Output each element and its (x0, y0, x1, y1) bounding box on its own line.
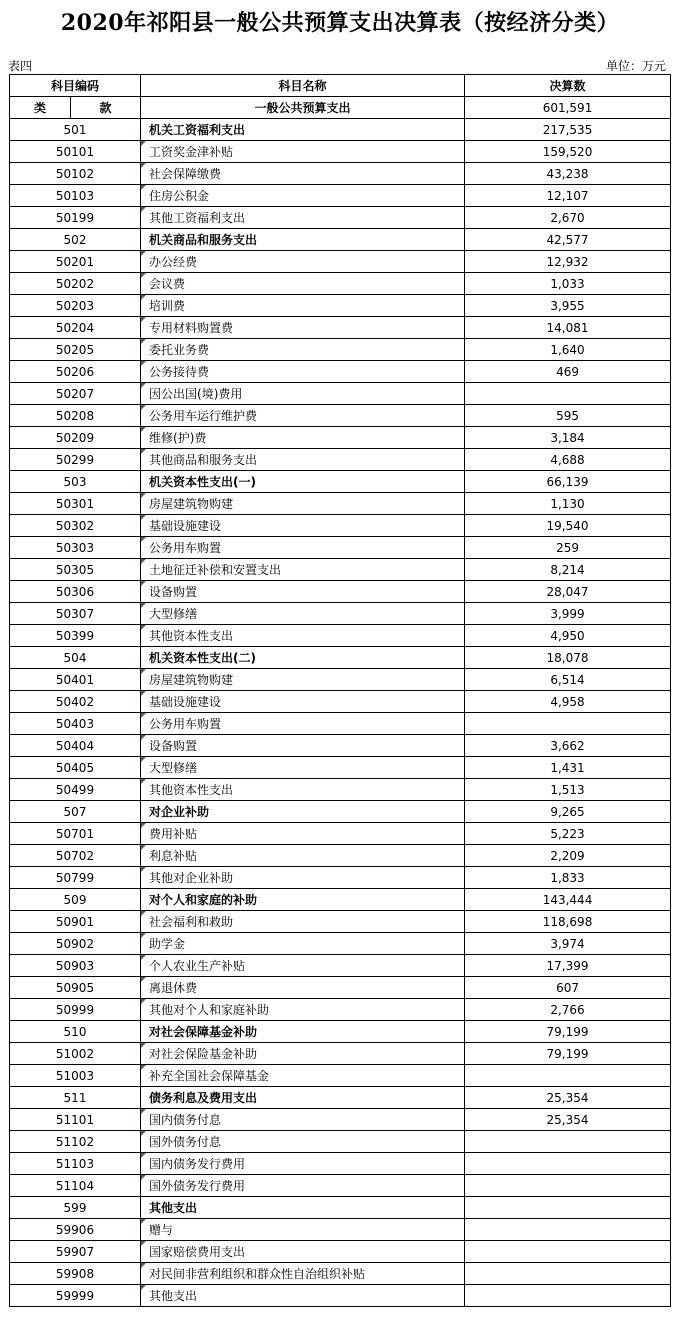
item-row (10, 163, 671, 185)
final-amount: 1,513 (465, 779, 671, 801)
subject-name: 对社会保障基金补助 (141, 1021, 465, 1043)
item-row (10, 977, 671, 999)
subject-name: 公务接待费 (141, 361, 465, 383)
item-row (10, 559, 671, 581)
subject-code: 599 (10, 1197, 141, 1219)
item-row (10, 1175, 671, 1197)
final-amount (465, 1219, 671, 1241)
item-row (10, 207, 671, 229)
subject-name: 因公出国(境)费用 (141, 383, 465, 405)
final-amount: 607 (465, 977, 671, 999)
total-name: 一般公共预算支出 (141, 97, 465, 119)
subject-code: 50205 (10, 339, 141, 361)
header-kuan: 款 (71, 97, 141, 119)
subject-code: 51002 (10, 1043, 141, 1065)
subject-code: 50901 (10, 911, 141, 933)
subject-code: 509 (10, 889, 141, 911)
subject-code: 50201 (10, 251, 141, 273)
item-row (10, 251, 671, 273)
item-row (10, 1153, 671, 1175)
item-row (10, 141, 671, 163)
subject-name: 对企业补助 (141, 801, 465, 823)
final-amount (465, 713, 671, 735)
item-row (10, 933, 671, 955)
item-row (10, 713, 671, 735)
final-amount: 3,662 (465, 735, 671, 757)
subject-code: 50799 (10, 867, 141, 889)
subject-code: 50204 (10, 317, 141, 339)
final-amount (465, 383, 671, 405)
subject-name: 其他对个人和家庭补助 (141, 999, 465, 1021)
subject-name: 国内债务付息 (141, 1109, 465, 1131)
subject-code: 502 (10, 229, 141, 251)
subject-code: 50401 (10, 669, 141, 691)
subject-code: 51103 (10, 1153, 141, 1175)
subject-code: 59999 (10, 1285, 141, 1307)
final-amount: 42,577 (465, 229, 671, 251)
subject-code: 51104 (10, 1175, 141, 1197)
subject-code: 50302 (10, 515, 141, 537)
subject-name: 国内债务发行费用 (141, 1153, 465, 1175)
item-row (10, 1241, 671, 1263)
final-amount (465, 1065, 671, 1087)
final-amount (465, 1131, 671, 1153)
final-amount: 12,932 (465, 251, 671, 273)
item-row (10, 515, 671, 537)
subject-name: 对社会保险基金补助 (141, 1043, 465, 1065)
item-row (10, 735, 671, 757)
subject-name: 其他对企业补助 (141, 867, 465, 889)
item-row (10, 757, 671, 779)
category-row (10, 801, 671, 823)
item-row (10, 1131, 671, 1153)
subject-name: 机关资本性支出(一) (141, 471, 465, 493)
header-code-group: 科目编码 (10, 75, 141, 97)
final-amount (465, 1153, 671, 1175)
subject-name: 机关工资福利支出 (141, 119, 465, 141)
subject-code: 501 (10, 119, 141, 141)
subject-code: 50405 (10, 757, 141, 779)
category-row (10, 1021, 671, 1043)
subject-name: 赠与 (141, 1219, 465, 1241)
subject-code: 50202 (10, 273, 141, 295)
item-row (10, 691, 671, 713)
subject-code: 50199 (10, 207, 141, 229)
item-row (10, 383, 671, 405)
subject-name: 其他支出 (141, 1197, 465, 1219)
subject-code: 50499 (10, 779, 141, 801)
final-amount: 12,107 (465, 185, 671, 207)
final-amount (465, 1197, 671, 1219)
item-row (10, 427, 671, 449)
subject-name: 债务利息及费用支出 (141, 1087, 465, 1109)
subject-code: 503 (10, 471, 141, 493)
final-amount: 143,444 (465, 889, 671, 911)
page-title: 2020年祁阳县一般公共预算支出决算表（按经济分类） (60, 10, 620, 36)
final-amount: 469 (465, 361, 671, 383)
item-row (10, 339, 671, 361)
subject-name: 基础设施建设 (141, 515, 465, 537)
subject-name: 维修(护)费 (141, 427, 465, 449)
subject-code: 51102 (10, 1131, 141, 1153)
category-row (10, 229, 671, 251)
final-amount: 66,139 (465, 471, 671, 493)
category-row (10, 889, 671, 911)
subject-name: 其他资本性支出 (141, 625, 465, 647)
category-row (10, 1197, 671, 1219)
subject-code: 504 (10, 647, 141, 669)
item-row (10, 295, 671, 317)
subject-name: 机关商品和服务支出 (141, 229, 465, 251)
subject-name: 土地征迁补偿和安置支出 (141, 559, 465, 581)
subject-code: 50207 (10, 383, 141, 405)
item-row (10, 581, 671, 603)
category-row (10, 119, 671, 141)
final-amount: 1,833 (465, 867, 671, 889)
subject-code: 51003 (10, 1065, 141, 1087)
item-row (10, 1065, 671, 1087)
final-amount: 3,955 (465, 295, 671, 317)
subject-code: 50206 (10, 361, 141, 383)
final-amount: 8,214 (465, 559, 671, 581)
subject-code: 50103 (10, 185, 141, 207)
item-row (10, 823, 671, 845)
item-row (10, 867, 671, 889)
item-row (10, 361, 671, 383)
subject-code: 50306 (10, 581, 141, 603)
subject-name: 培训费 (141, 295, 465, 317)
item-row (10, 955, 671, 977)
final-amount: 6,514 (465, 669, 671, 691)
final-amount: 118,698 (465, 911, 671, 933)
subject-code: 50701 (10, 823, 141, 845)
final-amount: 3,999 (465, 603, 671, 625)
subject-code: 50903 (10, 955, 141, 977)
final-amount: 1,431 (465, 757, 671, 779)
subject-name: 大型修缮 (141, 603, 465, 625)
final-amount (465, 1285, 671, 1307)
item-row (10, 273, 671, 295)
subject-name: 补充全国社会保障基金 (141, 1065, 465, 1087)
final-amount: 43,238 (465, 163, 671, 185)
subject-name: 社会保障缴费 (141, 163, 465, 185)
header-row-1 (10, 75, 671, 97)
final-amount (465, 1241, 671, 1263)
subject-name: 对个人和家庭的补助 (141, 889, 465, 911)
subject-code: 50203 (10, 295, 141, 317)
subject-code: 59907 (10, 1241, 141, 1263)
subject-code: 50299 (10, 449, 141, 471)
subject-name: 其他商品和服务支出 (141, 449, 465, 471)
subject-name: 国外债务发行费用 (141, 1175, 465, 1197)
subject-name: 会议费 (141, 273, 465, 295)
final-amount (465, 1263, 671, 1285)
subject-name: 对民间非营利组织和群众性自治组织补贴 (141, 1263, 465, 1285)
subject-code: 50999 (10, 999, 141, 1021)
subject-name: 工资奖金津补贴 (141, 141, 465, 163)
item-row (10, 911, 671, 933)
budget-table-body (10, 75, 671, 1307)
final-amount: 5,223 (465, 823, 671, 845)
subject-name: 机关资本性支出(二) (141, 647, 465, 669)
final-amount: 4,958 (465, 691, 671, 713)
subject-name: 社会福利和救助 (141, 911, 465, 933)
subject-name: 国家赔偿费用支出 (141, 1241, 465, 1263)
subject-name: 设备购置 (141, 735, 465, 757)
final-amount: 159,520 (465, 141, 671, 163)
category-row (10, 471, 671, 493)
subject-code: 50403 (10, 713, 141, 735)
subject-code: 50209 (10, 427, 141, 449)
subject-code: 507 (10, 801, 141, 823)
final-amount: 2,670 (465, 207, 671, 229)
subject-code: 59908 (10, 1263, 141, 1285)
subject-code: 50301 (10, 493, 141, 515)
subject-name: 专用材料购置费 (141, 317, 465, 339)
item-row (10, 603, 671, 625)
subject-name: 离退休费 (141, 977, 465, 999)
final-amount: 19,540 (465, 515, 671, 537)
header-row-2 (10, 97, 671, 119)
subject-code: 50902 (10, 933, 141, 955)
subject-code: 50102 (10, 163, 141, 185)
item-row (10, 1043, 671, 1065)
final-amount: 1,130 (465, 493, 671, 515)
final-amount: 1,640 (465, 339, 671, 361)
final-amount: 3,184 (465, 427, 671, 449)
item-row (10, 493, 671, 515)
subject-code: 50307 (10, 603, 141, 625)
item-row (10, 405, 671, 427)
item-row (10, 1285, 671, 1307)
unit-label: 单位：万元 (605, 59, 666, 73)
header-name: 科目名称 (141, 75, 465, 97)
subject-name: 委托业务费 (141, 339, 465, 361)
final-amount: 25,354 (465, 1087, 671, 1109)
item-row (10, 779, 671, 801)
item-row (10, 845, 671, 867)
header-amount: 决算数 (465, 75, 671, 97)
subject-name: 公务用车运行维护费 (141, 405, 465, 427)
item-row (10, 1109, 671, 1131)
subject-code: 50303 (10, 537, 141, 559)
category-row (10, 1087, 671, 1109)
final-amount: 17,399 (465, 955, 671, 977)
final-amount: 28,047 (465, 581, 671, 603)
final-amount: 1,033 (465, 273, 671, 295)
item-row (10, 449, 671, 471)
subject-code: 59906 (10, 1219, 141, 1241)
subject-code: 50702 (10, 845, 141, 867)
item-row (10, 1263, 671, 1285)
final-amount: 259 (465, 537, 671, 559)
header-lei: 类 (10, 97, 71, 119)
subject-name: 基础设施建设 (141, 691, 465, 713)
subject-name: 个人农业生产补贴 (141, 955, 465, 977)
subject-code: 50402 (10, 691, 141, 713)
final-amount: 217,535 (465, 119, 671, 141)
subject-code: 50905 (10, 977, 141, 999)
item-row (10, 317, 671, 339)
subject-name: 助学金 (141, 933, 465, 955)
subject-name: 利息补贴 (141, 845, 465, 867)
final-amount: 2,766 (465, 999, 671, 1021)
table-number: 表四 (8, 59, 33, 73)
subject-code: 50404 (10, 735, 141, 757)
subject-code: 50305 (10, 559, 141, 581)
final-amount: 4,688 (465, 449, 671, 471)
budget-table (9, 74, 671, 1307)
item-row (10, 1219, 671, 1241)
subject-name: 其他支出 (141, 1285, 465, 1307)
final-amount: 3,974 (465, 933, 671, 955)
subject-code: 50399 (10, 625, 141, 647)
subject-name: 国外债务付息 (141, 1131, 465, 1153)
total-amount: 601,591 (465, 97, 671, 119)
category-row (10, 647, 671, 669)
final-amount: 18,078 (465, 647, 671, 669)
item-row (10, 185, 671, 207)
subject-code: 50208 (10, 405, 141, 427)
subject-name: 住房公积金 (141, 185, 465, 207)
final-amount: 2,209 (465, 845, 671, 867)
subject-code: 510 (10, 1021, 141, 1043)
subject-name: 办公经费 (141, 251, 465, 273)
subject-name: 公务用车购置 (141, 713, 465, 735)
item-row (10, 669, 671, 691)
final-amount (465, 1175, 671, 1197)
subject-name: 费用补贴 (141, 823, 465, 845)
subject-code: 50101 (10, 141, 141, 163)
subject-name: 其他资本性支出 (141, 779, 465, 801)
final-amount: 79,199 (465, 1043, 671, 1065)
final-amount: 14,081 (465, 317, 671, 339)
final-amount: 25,354 (465, 1109, 671, 1131)
subject-name: 公务用车购置 (141, 537, 465, 559)
item-row (10, 999, 671, 1021)
final-amount: 595 (465, 405, 671, 427)
final-amount: 79,199 (465, 1021, 671, 1043)
subject-code: 51101 (10, 1109, 141, 1131)
final-amount: 4,950 (465, 625, 671, 647)
subject-name: 设备购置 (141, 581, 465, 603)
subject-code: 511 (10, 1087, 141, 1109)
subject-name: 大型修缮 (141, 757, 465, 779)
item-row (10, 537, 671, 559)
subject-name: 房屋建筑物购建 (141, 493, 465, 515)
item-row (10, 625, 671, 647)
subject-name: 房屋建筑物购建 (141, 669, 465, 691)
final-amount: 9,265 (465, 801, 671, 823)
subject-name: 其他工资福利支出 (141, 207, 465, 229)
